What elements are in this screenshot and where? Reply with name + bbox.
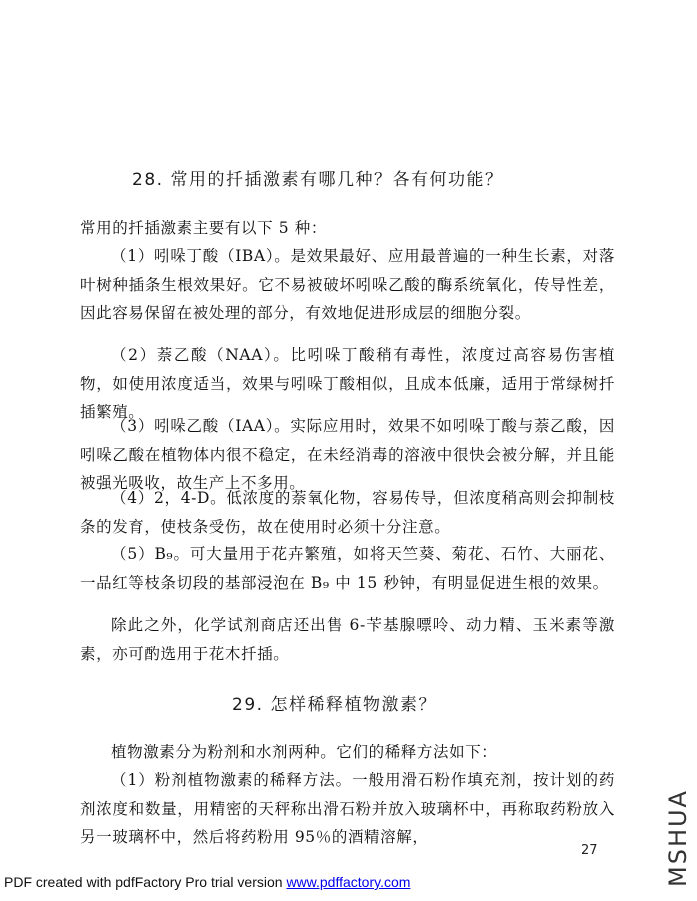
- page-number: 27: [581, 843, 598, 858]
- watermark-text: MSHUA: [664, 789, 693, 887]
- section-28-closing: 除此之外，化学试剂商店还出售 6-苄基腺嘌呤、动力精、玉米素等激素，亦可酌选用于花木扦插。: [80, 616, 615, 663]
- section-29-intro: 植物激素分为粉剂和水剂两种。它们的稀释方法如下：: [111, 743, 498, 761]
- section-29-heading: 29. 怎样稀释植物激素？: [232, 695, 437, 715]
- hormone-item-24d: （4）2，4-D。低浓度的萘氧化物，容易传导，但浓度稍高则会抑制枝条的发育，使枝条受伤，故在使用时必须十分注意。: [80, 489, 615, 536]
- footer-text: PDF created with pdfFactory Pro trial version: [4, 874, 287, 890]
- section-28-intro: 常用的扦插激素主要有以下 5 种：: [80, 219, 327, 237]
- pdf-footer: [4, 874, 410, 890]
- footer-link[interactable]: www.pdffactory.com: [286, 874, 411, 890]
- dilution-item-powder: （1）粉剂植物激素的稀释方法。一般用滑石粉作填充剂，按计划的药剂浓度和数量，用精密的天秤称出滑石粉并放入玻璃杯中，再称取药粉放入另一玻璃杯中，然后将药粉用 95％的酒精溶解，: [80, 771, 615, 846]
- hormone-item-iba: （1）吲哚丁酸（IBA）。是效果最好、应用最普遍的一种生长素，对落叶树种插条生根效果好。它不易被破坏吲哚乙酸的酶系统氧化，传导性差，因此容易保留在被处理的部分，有效地促进形成层的细胞分裂。: [80, 247, 615, 322]
- hormone-item-iaa: （3）吲哚乙酸（IAA）。实际应用时，效果不如吲哚丁酸与萘乙酸，因吲哚乙酸在植物体内很不稳定，在未经消毒的溶液中很快会被分解，并且能被强光吸收，故生产上不多用。: [80, 417, 615, 492]
- section-28-heading: 28. 常用的扦插激素有哪几种？各有何功能？: [132, 170, 504, 190]
- hormone-item-naa: （2）萘乙酸（NAA）。比吲哚丁酸稍有毒性，浓度过高容易伤害植物，如使用浓度适当，效果与吲哚丁酸相似，且成本低廉，适用于常绿树扦插繁殖。: [80, 346, 615, 421]
- hormone-item-b9: （5）B₉。可大量用于花卉繁殖，如将天竺葵、菊花、石竹、大丽花、一品红等枝条切段的基部浸泡在 B₉ 中 15 秒钟，有明显促进生根的效果。: [80, 545, 615, 592]
- watermark: [663, 788, 693, 888]
